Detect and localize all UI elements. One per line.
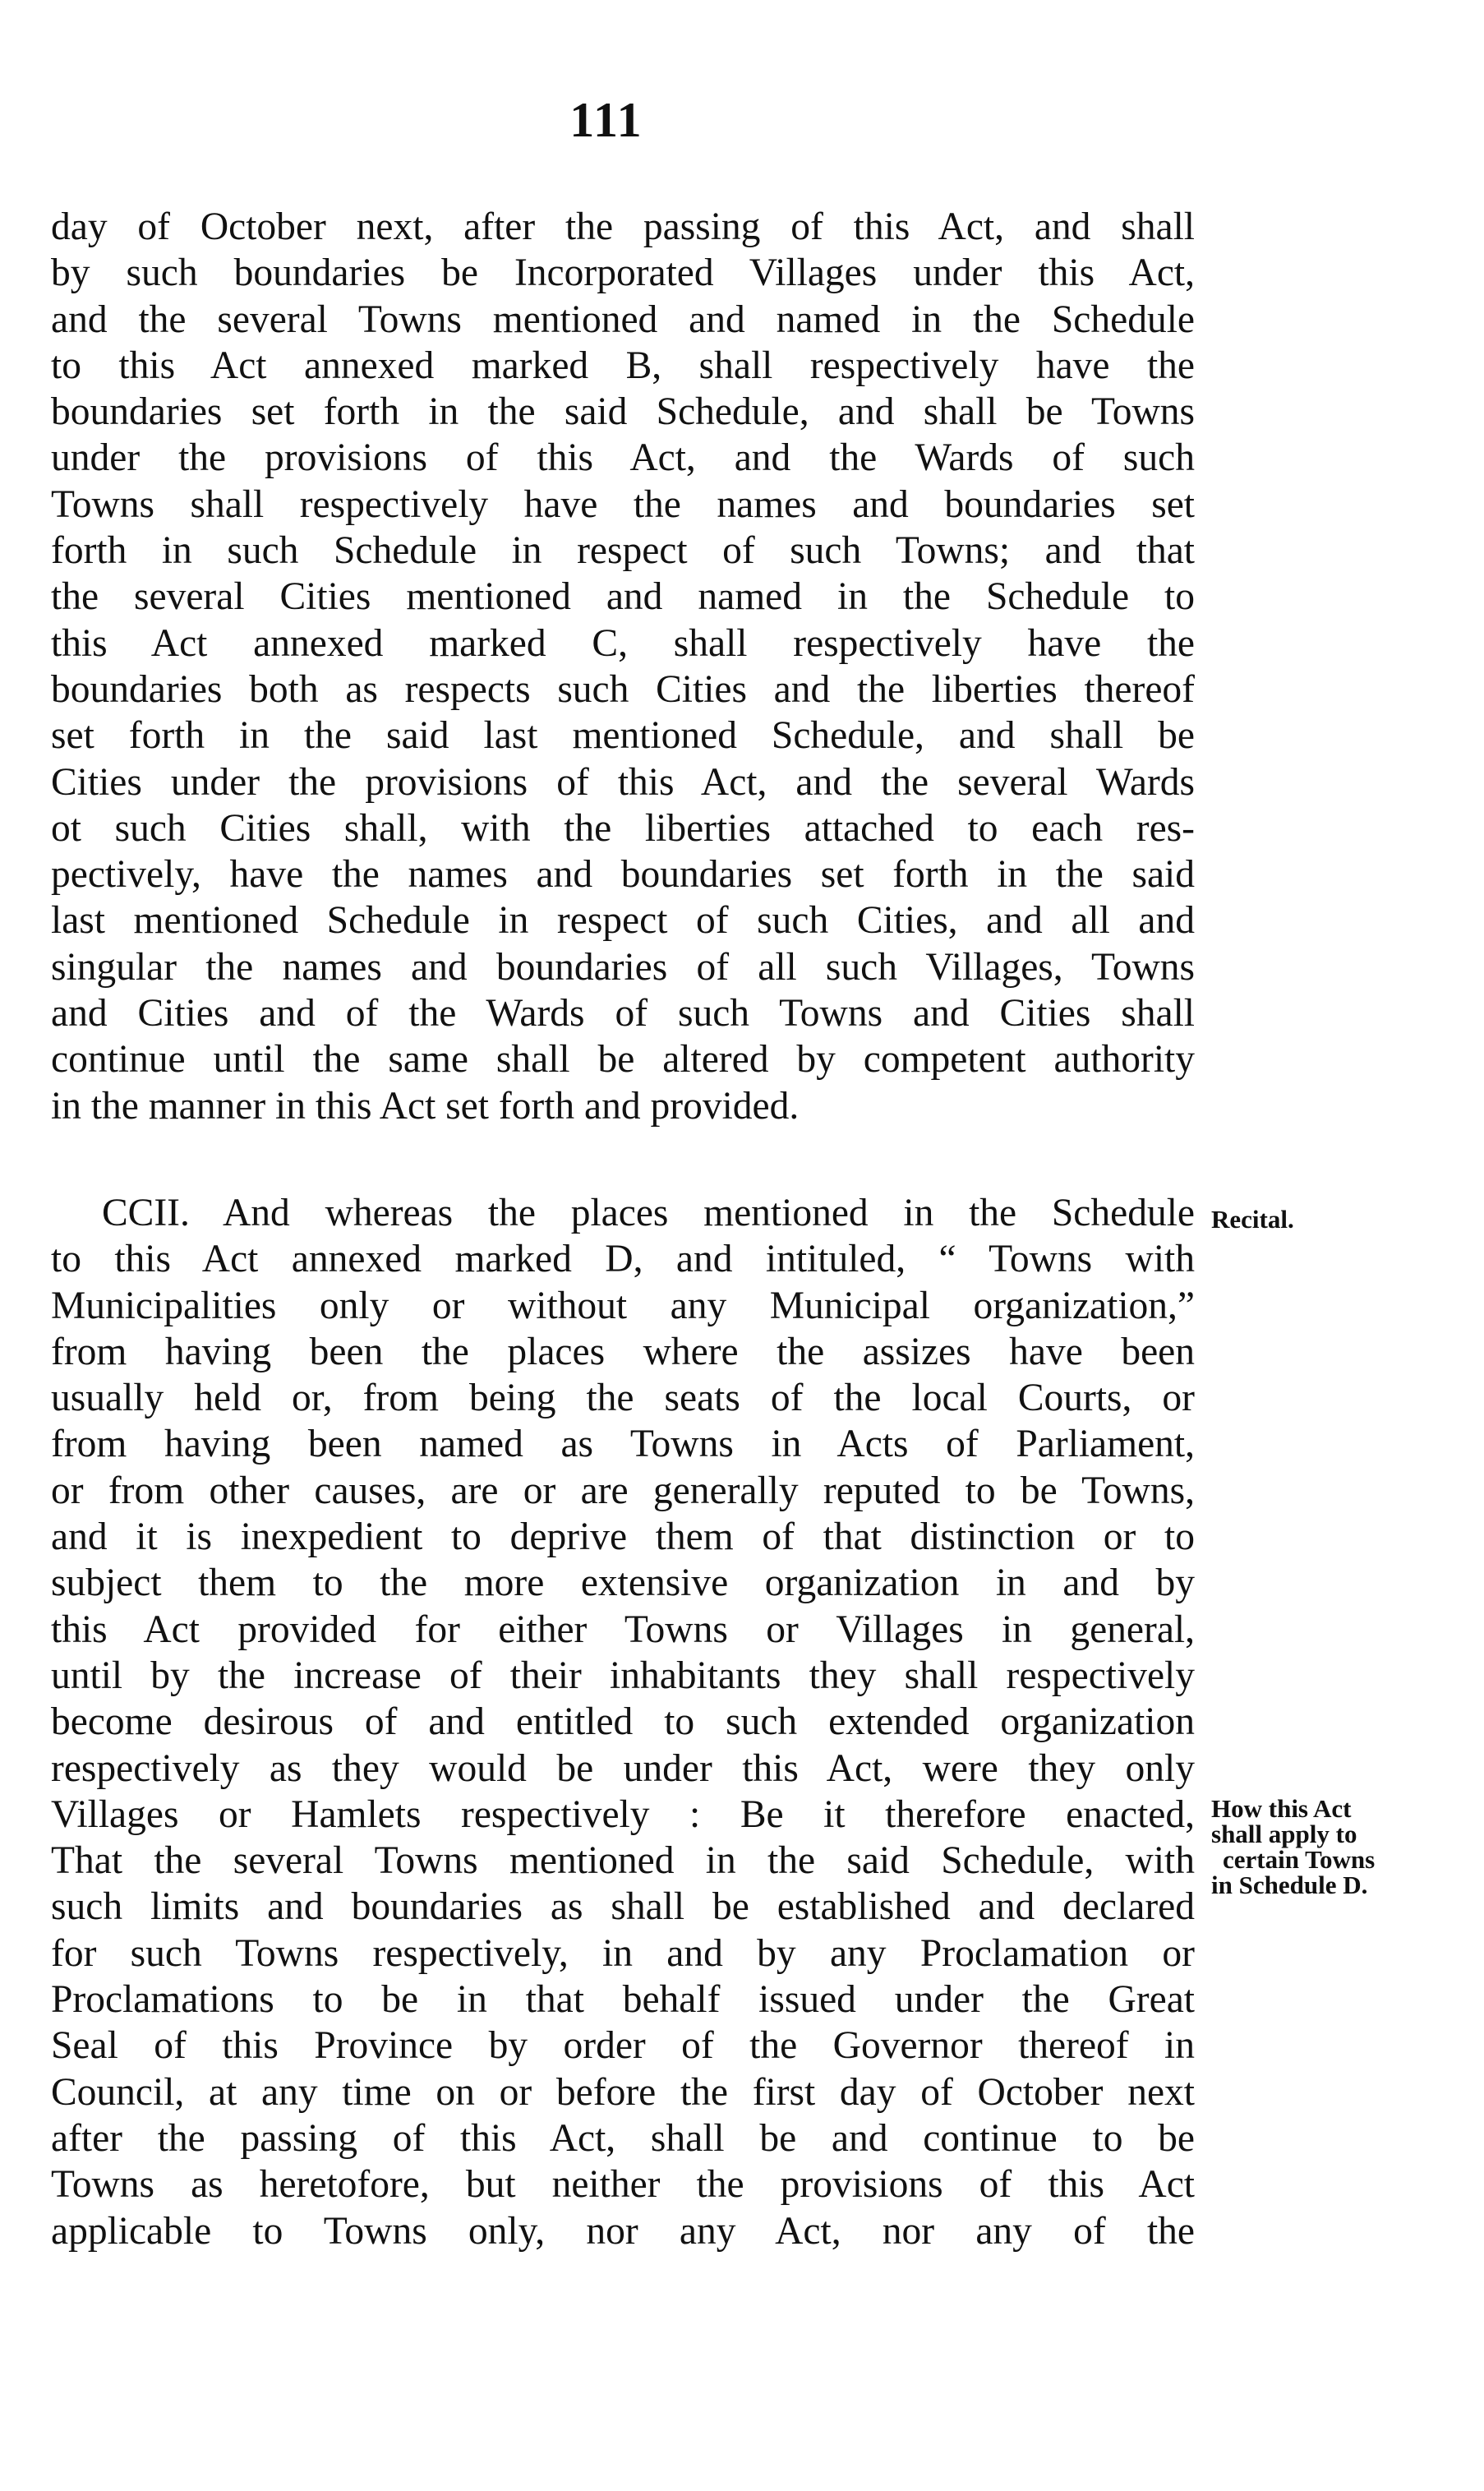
text-line: Villages or Hamlets respectively : Be it therefore enacted, [51,1792,1195,1836]
text-line: forth in such Schedule in respect of such Towns; and that [51,529,1195,573]
text-line: pectively, have the names and boundaries set forth in the said [51,853,1195,897]
text-line: after the passing of this Act, shall be and continue to be [51,2116,1195,2160]
text-line: usually held or, from being the seats of the local Courts, or [51,1377,1195,1420]
margin-note-text: in Schedule D. [1211,1871,1368,1899]
text-line: under the provisions of this Act, and the Wards of such [51,436,1195,480]
text-line: Towns shall respectively have the names and boundaries set [51,482,1195,526]
margin-note-how-this-act [1211,1796,1375,1898]
text-line: boundaries both as respects such Cities and the liberties thereof [51,667,1195,711]
margin-note-text: shall apply to [1211,1820,1357,1848]
margin-note-recital [1211,1206,1294,1232]
text-line: applicable to Towns only, nor any Act, nor any of the [51,2209,1195,2253]
text-line: until by the increase of their inhabitants they shall respectively [51,1654,1195,1697]
text-line: or from other causes, are or are generally reputed to be Towns, [51,1469,1195,1512]
text-line: last mentioned Schedule in respect of such Cities, and all and [51,899,1195,943]
text-line: to this Act annexed marked D, and intituled, “ Towns with [51,1238,1195,1281]
text-line: for such Towns respectively, in and by any Proclamation or [51,1931,1195,1975]
text-line: That the several Towns mentioned in the said Schedule, with [51,1839,1195,1883]
text-line: to this Act annexed marked B, shall respectively have the [51,344,1195,387]
text-line: by such boundaries be Incorporated Villages under this Act, [51,251,1195,295]
text-line: and Cities and of the Wards of such Towns and Cities shall [51,992,1195,1036]
text-line: set forth in the said last mentioned Schedule, and shall be [51,714,1195,758]
margin-note-text: Recital. [1211,1205,1294,1234]
text-line: Seal of this Province by order of the Governor thereof in [51,2024,1195,2068]
margin-note-text: How this Act [1211,1794,1352,1823]
text-line: Cities under the provisions of this Act, and the several Wards [51,760,1195,804]
text-line: ot such Cities shall, with the liberties attached to each res- [51,806,1195,850]
text-line: this Act provided for either Towns or Villages in general, [51,1608,1195,1651]
text-line: Towns as heretofore, but neither the provisions of this Act [51,2163,1195,2207]
text-line: this Act annexed marked C, shall respectively have the [51,621,1195,665]
paragraph-continuation [51,204,1195,1129]
margin-note-text: certain Towns [1223,1845,1376,1874]
text-line: Proclamations to be in that behalf issued under the Great [51,1978,1195,2022]
text-line: and it is inexpedient to deprive them of that distinction or to [51,1515,1195,1559]
text-line: become desirous of and entitled to such extended organization [51,1700,1195,1744]
text-line: CCII. And whereas the places mentioned in the Schedule [102,1192,1195,1234]
text-line: in the manner in this Act set forth and provided. [51,1084,800,1128]
text-line: and the several Towns mentioned and named in the Schedule [51,298,1195,341]
text-line: the several Cities mentioned and named in the Schedule to [51,575,1195,619]
text-line: singular the names and boundaries of all such Villages, Towns [51,945,1195,989]
text-line: Municipalities only or without any Municipal organization,” [51,1284,1195,1327]
text-line: such limits and boundaries as shall be established and declared [51,1885,1195,1929]
text-line: subject them to the more extensive organization in and by [51,1561,1195,1605]
text-line: from having been the places where the assizes have been [51,1330,1195,1373]
text-line: from having been named as Towns in Acts of Parliament, [51,1423,1195,1466]
section-ccii [51,1190,1195,2254]
text-line: Council, at any time on or before the first day of October next [51,2070,1195,2114]
page-number: 111 [569,93,643,147]
text-line: day of October next, after the passing of this Act, and shall [51,205,1195,248]
text-line: respectively as they would be under this Act, were they only [51,1746,1195,1790]
text-line: boundaries set forth in the said Schedule, and shall be Towns [51,390,1195,434]
text-line: continue until the same shall be altered by competent authority [51,1038,1195,1082]
